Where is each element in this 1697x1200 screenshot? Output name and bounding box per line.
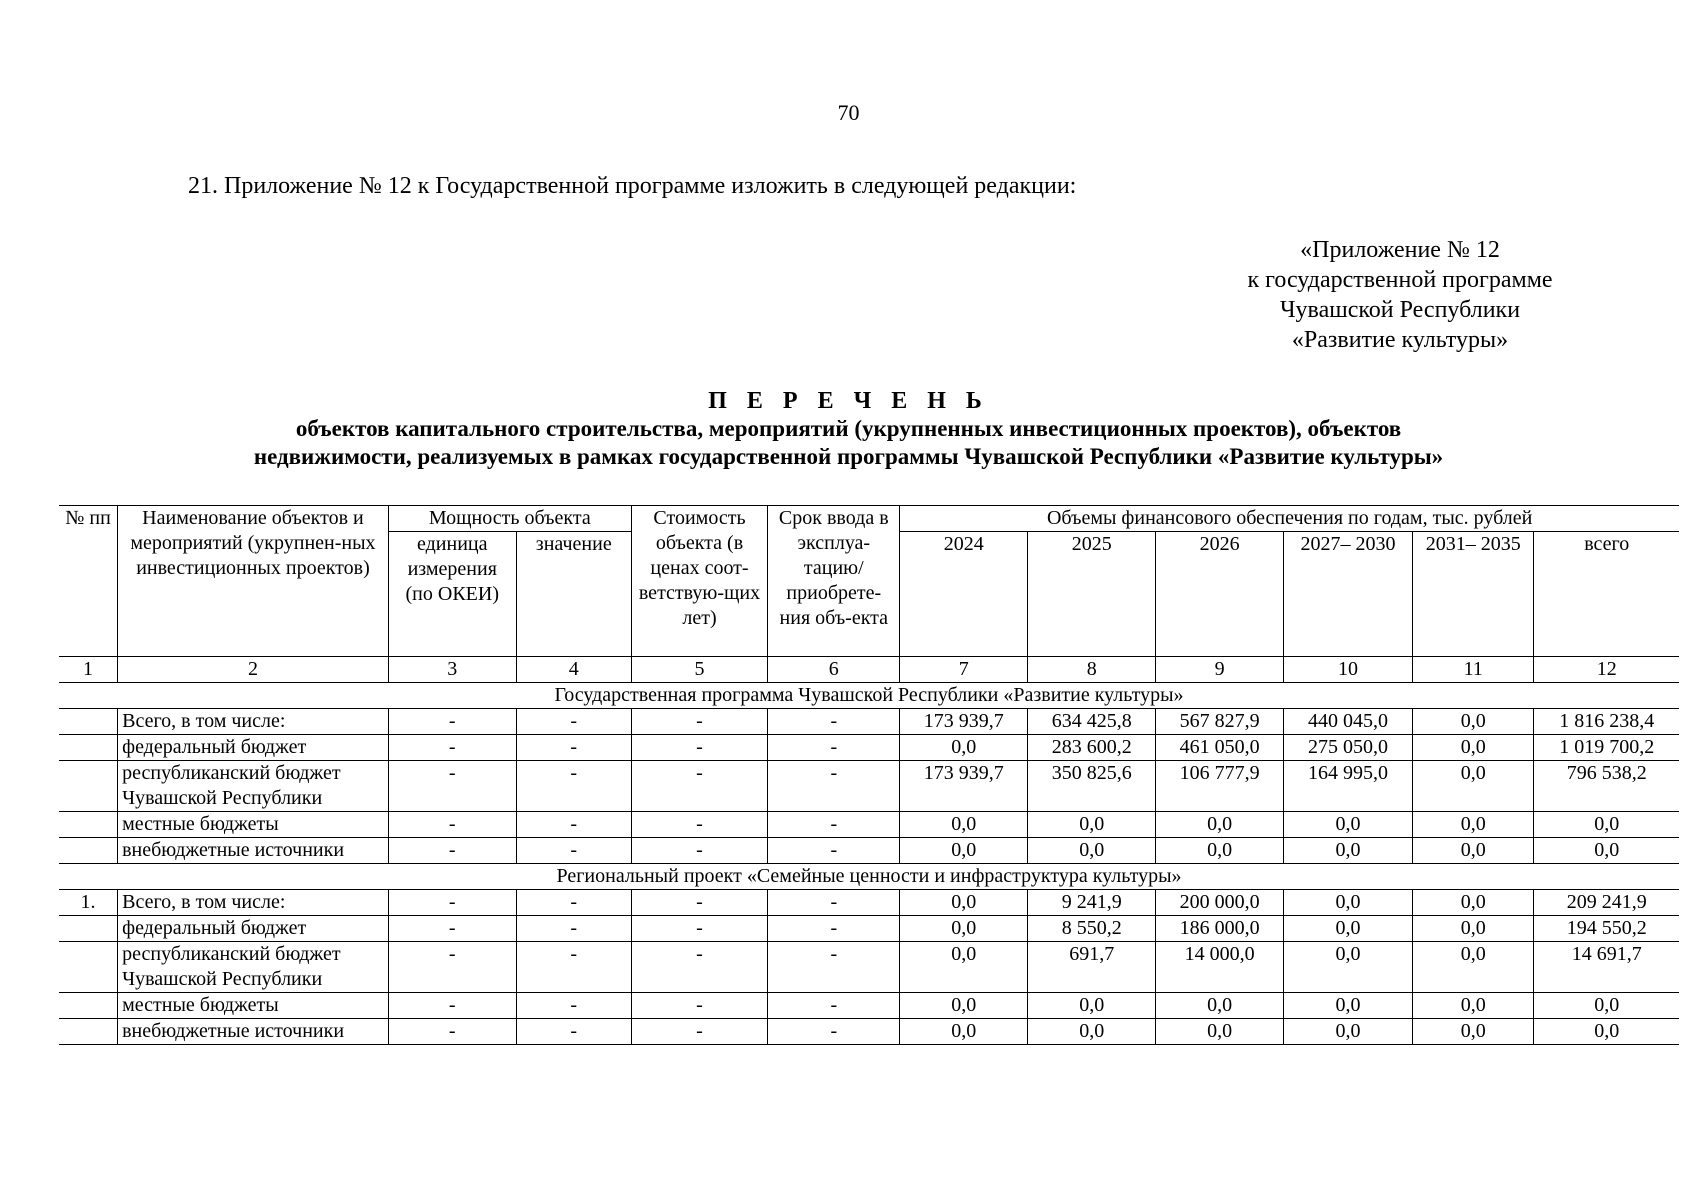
row-2031-2035: 0,0 [1412,838,1534,864]
row-2026: 200 000,0 [1156,890,1284,916]
column-number: 1 [59,657,118,683]
header-2025: 2025 [1028,532,1156,657]
table-row [59,890,1679,916]
table-row [59,838,1679,864]
row-2026: 106 777,9 [1156,761,1284,812]
row-deadline: - [768,916,900,942]
appendix-line: Чувашской Республики [1279,297,1521,323]
row-total: 1 816 238,4 [1534,709,1679,735]
appendix-line: «Развитие культуры» [1291,327,1509,353]
header-deadline: Срок ввода в эксплуа-тацию/ приобрете-ния объ-екта [768,506,900,657]
row-name: Всего, в том числе: [118,890,389,916]
header-capacity: Мощность объекта [388,506,631,532]
row-2031-2035: 0,0 [1412,942,1534,993]
row-2027-2030: 0,0 [1284,916,1413,942]
row-2027-2030: 0,0 [1284,890,1413,916]
table-row [59,916,1679,942]
row-2026: 0,0 [1156,838,1284,864]
row-deadline: - [768,812,900,838]
row-2025: 0,0 [1028,838,1156,864]
row-2025: 691,7 [1028,942,1156,993]
section-row [59,683,1679,709]
row-2024: 0,0 [900,942,1028,993]
row-cost: - [631,993,767,1019]
table-row [59,761,1679,812]
column-number: 12 [1534,657,1679,683]
row-2024: 0,0 [900,735,1028,761]
row-2027-2030: 164 995,0 [1284,761,1413,812]
row-2027-2030: 0,0 [1284,1019,1413,1045]
row-2025: 0,0 [1028,812,1156,838]
row-total: 14 691,7 [1534,942,1679,993]
row-total: 0,0 [1534,1019,1679,1045]
row-value: - [516,838,631,864]
header-2024: 2024 [900,532,1028,657]
row-deadline: - [768,735,900,761]
row-total: 0,0 [1534,838,1679,864]
appendix-reference [1200,235,1600,355]
row-2027-2030: 440 045,0 [1284,709,1413,735]
header-funding: Объемы финансового обеспечения по годам, тыс. рублей [900,506,1679,532]
row-deadline: - [768,993,900,1019]
row-cost: - [631,838,767,864]
row-name: республиканский бюджет Чувашской Республики [118,761,389,812]
header-cost: Стоимость объекта (в ценах соот-ветствую-щих лет) [631,506,767,657]
row-value: - [516,812,631,838]
table-row [59,735,1679,761]
header-2027-2030: 2027– 2030 [1284,532,1413,657]
row-2031-2035: 0,0 [1412,890,1534,916]
row-deadline: - [768,709,900,735]
row-deadline: - [768,1019,900,1045]
row-2024: 0,0 [900,993,1028,1019]
header-unit: единица измерения (по ОКЕИ) [388,532,516,657]
row-unit: - [388,1019,516,1045]
column-number: 9 [1156,657,1284,683]
row-deadline: - [768,838,900,864]
row-name: внебюджетные источники [118,1019,389,1045]
row-2025: 8 550,2 [1028,916,1156,942]
row-2026: 567 827,9 [1156,709,1284,735]
row-total: 209 241,9 [1534,890,1679,916]
row-2024: 0,0 [900,812,1028,838]
row-cost: - [631,890,767,916]
row-number [59,709,118,735]
row-number: 1. [59,890,118,916]
row-2024: 173 939,7 [900,709,1028,735]
table-row [59,993,1679,1019]
row-unit: - [388,838,516,864]
row-2027-2030: 0,0 [1284,812,1413,838]
column-number: 5 [631,657,767,683]
row-value: - [516,761,631,812]
row-number [59,916,118,942]
row-2026: 186 000,0 [1156,916,1284,942]
header-value: значение [516,532,631,657]
row-cost: - [631,761,767,812]
row-deadline: - [768,761,900,812]
row-2024: 0,0 [900,838,1028,864]
row-value: - [516,1019,631,1045]
row-unit: - [388,812,516,838]
row-deadline: - [768,890,900,916]
row-number [59,1019,118,1045]
row-2024: 0,0 [900,916,1028,942]
row-unit: - [388,735,516,761]
table-row [59,812,1679,838]
row-value: - [516,890,631,916]
row-2031-2035: 0,0 [1412,709,1534,735]
row-cost: - [631,735,767,761]
row-2024: 0,0 [900,1019,1028,1045]
row-name: республиканский бюджет Чувашской Республики [118,942,389,993]
row-number [59,761,118,812]
table-row [59,1019,1679,1045]
section-title: Региональный проект «Семейные ценности и инфраструктура культуры» [59,864,1679,890]
row-total: 796 538,2 [1534,761,1679,812]
row-2025: 283 600,2 [1028,735,1156,761]
row-2031-2035: 0,0 [1412,1019,1534,1045]
row-2025: 9 241,9 [1028,890,1156,916]
row-2026: 461 050,0 [1156,735,1284,761]
header-total: всего [1534,532,1679,657]
row-number [59,838,118,864]
column-number: 7 [900,657,1028,683]
row-value: - [516,735,631,761]
appendix-line: к государственной программе [1247,267,1553,293]
row-cost: - [631,1019,767,1045]
row-unit: - [388,993,516,1019]
row-2026: 0,0 [1156,812,1284,838]
row-number [59,735,118,761]
row-total: 0,0 [1534,993,1679,1019]
row-2026: 14 000,0 [1156,942,1284,993]
row-total: 1 019 700,2 [1534,735,1679,761]
table-row [59,942,1679,993]
row-number [59,812,118,838]
row-name: федеральный бюджет [118,735,389,761]
row-value: - [516,709,631,735]
table-body [59,683,1679,1045]
row-name: федеральный бюджет [118,916,389,942]
table-row [59,709,1679,735]
title-line: объектов капитального строительства, мероприятий (укрупненных инвестиционных проектов), объектов [295,416,1402,441]
row-name: внебюджетные источники [118,838,389,864]
row-2031-2035: 0,0 [1412,761,1534,812]
row-name: местные бюджеты [118,812,389,838]
column-number: 4 [516,657,631,683]
header-2026: 2026 [1156,532,1284,657]
row-2027-2030: 0,0 [1284,838,1413,864]
row-deadline: - [768,942,900,993]
row-value: - [516,916,631,942]
row-2031-2035: 0,0 [1412,916,1534,942]
page-number: 70 [837,100,860,125]
header-num: № пп [59,506,118,657]
row-unit: - [388,709,516,735]
appendix-line: «Приложение № 12 [1300,237,1500,263]
row-name: Всего, в том числе: [118,709,389,735]
row-2026: 0,0 [1156,993,1284,1019]
column-number: 8 [1028,657,1156,683]
row-unit: - [388,916,516,942]
row-2031-2035: 0,0 [1412,993,1534,1019]
column-number: 3 [388,657,516,683]
row-2027-2030: 0,0 [1284,993,1413,1019]
row-unit: - [388,942,516,993]
row-2025: 634 425,8 [1028,709,1156,735]
column-number: 10 [1284,657,1413,683]
document-title [0,387,1697,471]
row-total: 194 550,2 [1534,916,1679,942]
row-2024: 0,0 [900,890,1028,916]
row-cost: - [631,812,767,838]
row-cost: - [631,942,767,993]
row-2025: 0,0 [1028,993,1156,1019]
row-cost: - [631,709,767,735]
section-row [59,864,1679,890]
objects-table [59,505,1679,1045]
column-number: 6 [768,657,900,683]
row-2024: 173 939,7 [900,761,1028,812]
row-number [59,993,118,1019]
header-name: Наименование объектов и мероприятий (укрупнен-ных инвестиционных проектов) [118,506,389,657]
column-number: 2 [118,657,389,683]
row-2026: 0,0 [1156,1019,1284,1045]
row-2027-2030: 0,0 [1284,942,1413,993]
row-cost: - [631,916,767,942]
row-value: - [516,993,631,1019]
row-2025: 0,0 [1028,1019,1156,1045]
row-2027-2030: 275 050,0 [1284,735,1413,761]
title-main: П Е Р Е Ч Е Н Ь [708,388,989,414]
row-unit: - [388,761,516,812]
title-line: недвижимости, реализуемых в рамках государственной программы Чувашской Республики «Развитие культуры» [253,444,1444,469]
intro-text: 21. Приложение № 12 к Государственной программе изложить в следующей редакции: [188,173,1077,199]
row-2031-2035: 0,0 [1412,735,1534,761]
section-title: Государственная программа Чувашской Республики «Развитие культуры» [59,683,1679,709]
row-unit: - [388,890,516,916]
row-number [59,942,118,993]
row-2031-2035: 0,0 [1412,812,1534,838]
column-number: 11 [1412,657,1534,683]
row-2025: 350 825,6 [1028,761,1156,812]
row-name: местные бюджеты [118,993,389,1019]
row-value: - [516,942,631,993]
header-2031-2035: 2031– 2035 [1412,532,1534,657]
column-numbers-row [59,657,1679,683]
row-total: 0,0 [1534,812,1679,838]
